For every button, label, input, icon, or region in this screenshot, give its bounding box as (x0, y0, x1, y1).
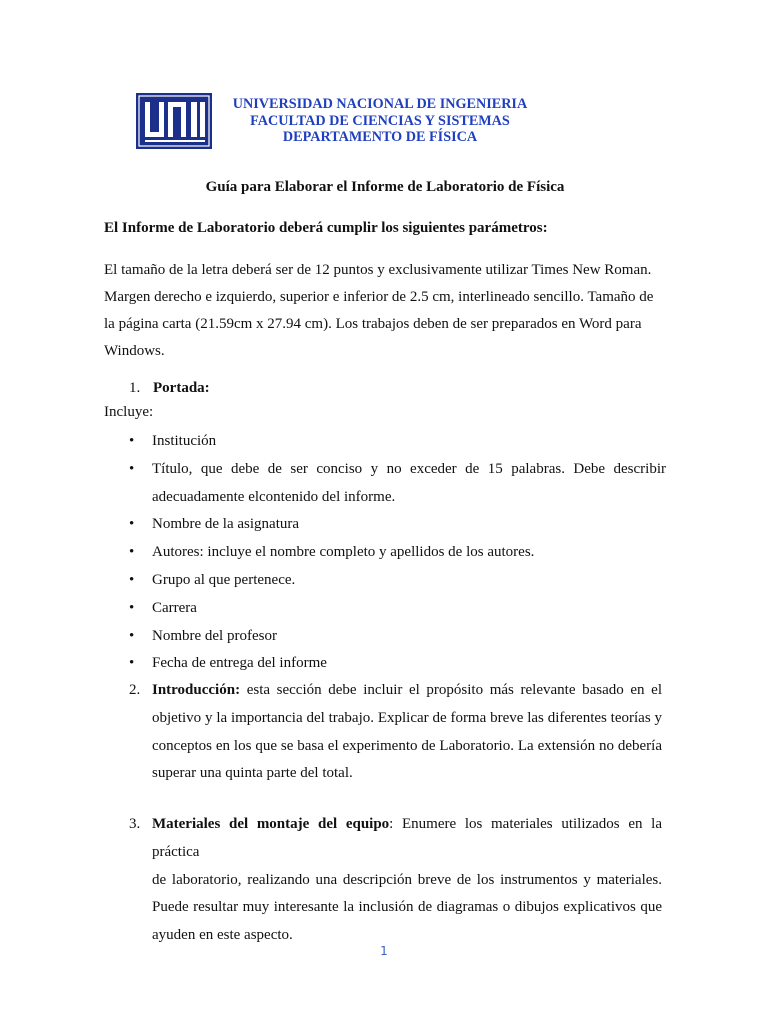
list-item: • Título, que debe de ser conciso y no exceder de 15 palabras. Debe describir adecuadamente elcontenido del informe. (104, 456, 666, 512)
section-heading-text: Portada: (153, 380, 210, 396)
portada-bullet-list (104, 428, 666, 678)
document-title: Guía para Elaborar el Informe de Laboratorio de Física (205, 179, 565, 195)
intro-line: Windows. (104, 343, 165, 359)
intro-line: la página carta (21.59cm x 27.94 cm). Los trabajos deben de ser preparados en Word para (104, 316, 642, 332)
section-3-materiales: 3. Materiales del montaje del equipo: Enumere los materiales utilizados en la práctica de laboratorio, realizando una descripción breve de los instrumentos y materiales. Puede resultar muy interesante la inclusión de diagramas o dibujos explicativos que ayuden en este aspecto. (129, 811, 662, 950)
intro-line: El tamaño de la letra deberá ser de 12 puntos y exclusivamente utilizar Times New Roman. (104, 262, 652, 278)
list-item: • Institución (104, 428, 666, 456)
section-number: 3. (129, 816, 141, 832)
bullet-icon: • (129, 571, 135, 588)
section-number: 2. (129, 682, 141, 698)
section-2-introduccion: 2. Introducción: esta sección debe incluir el propósito más relevante basado en el objetivo y la importancia del trabajo. Explicar de forma breve las diferentes teorías y conceptos en los que se basa el experimento de Laboratorio. La extensión no debería superar una quinta parte del total. (129, 677, 662, 788)
paragraph-line: Puede resultar muy interesante la inclusión de diagramas o dibujos explicativos que (152, 899, 662, 916)
bullet-icon: • (129, 655, 135, 672)
section-heading-text: Introducción: (152, 682, 241, 698)
intro-paragraph (104, 257, 666, 365)
intro-line: Margen derecho e izquierdo, superior e inferior de 2.5 cm, interlineado sencillo. Tamaño de (104, 289, 654, 305)
uni-logo-icon (136, 93, 212, 149)
section-1-lead: Incluye: (104, 404, 154, 420)
section-number: 1. (129, 380, 141, 396)
list-item: • Fecha de entrega del informe (104, 650, 666, 678)
university-name: UNIVERSIDAD NACIONAL DE INGENIERIA (232, 96, 528, 112)
section-1-heading (129, 380, 210, 397)
list-item: • Autores: incluye el nombre completo y apellidos de los autores. (104, 539, 666, 567)
list-item: • Nombre de la asignatura (104, 511, 666, 539)
list-item: • Grupo al que pertenece. (104, 567, 666, 595)
paragraph-line: objetivo y la importancia del trabajo. Explicar de forma breve las diferentes teorías y (152, 709, 662, 726)
list-item: • Carrera (104, 595, 666, 623)
bullet-icon: • (129, 544, 135, 561)
bullet-icon: • (129, 433, 135, 449)
bullet-icon: • (129, 516, 135, 533)
section-heading-text: Materiales del montaje del equipo (152, 816, 390, 832)
paragraph-line: conceptos en los que se basa el experimento de Laboratorio. La extensión no debería (152, 737, 662, 754)
bullet-icon: • (129, 627, 135, 644)
department-name: DEPARTAMENTO DE FÍSICA (282, 129, 478, 145)
document-subtitle: El Informe de Laboratorio deberá cumplir los siguientes parámetros: (104, 220, 548, 236)
list-item: • Nombre del profesor (104, 623, 666, 651)
faculty-name: FACULTAD DE CIENCIAS Y SISTEMAS (250, 112, 510, 129)
bullet-icon: • (129, 599, 135, 616)
paragraph-line: superar una quinta parte del total. (152, 765, 353, 782)
paragraph-line: ayuden en este aspecto. (152, 927, 293, 944)
bullet-icon: • (129, 460, 135, 477)
page-number: 1 (380, 944, 388, 958)
paragraph-line: de laboratorio, realizando una descripción breve de los instrumentos y materiales. (152, 871, 662, 888)
institution-header (220, 96, 540, 146)
